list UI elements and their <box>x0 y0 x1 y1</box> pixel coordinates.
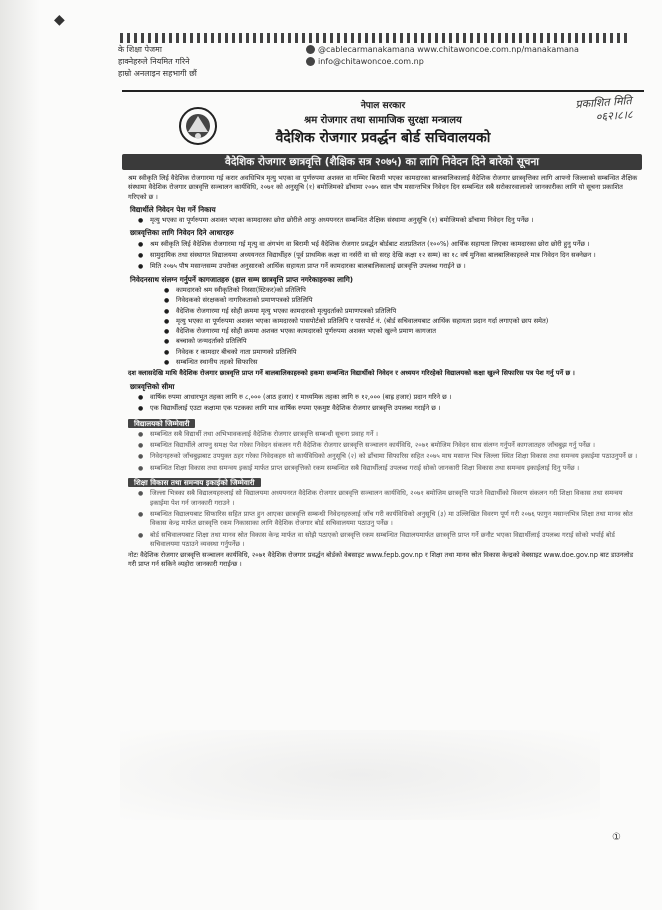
notice-box <box>122 90 644 692</box>
gov-name: नेपाल सरकार <box>360 101 406 111</box>
page-number: ① <box>612 832 621 843</box>
section-list <box>128 286 642 367</box>
ministry-name: श्रम रोजगार तथा सामाजिक सुरक्षा मन्त्रालय <box>304 115 462 126</box>
list-item: ● मिति २०७५ पौष मसान्तसम्म उपरोक्त अनुसारको आर्थिक सहायता प्राप्त गर्ने कामदारका बालबालिकालाई छात्रवृत्ति उपलब्ध गराईने छ । <box>150 262 642 271</box>
section-heading: छात्रवृत्तिका लागि निवेदन दिने आधारहरु <box>130 228 234 238</box>
handwritten-line: ०६२।८।८ <box>595 108 633 124</box>
notice-body <box>128 174 642 572</box>
handwritten-note <box>575 94 633 126</box>
header-social-line <box>306 44 636 56</box>
corner-mark: ◆ <box>54 12 65 28</box>
header-email-line <box>306 56 636 68</box>
section-list <box>128 393 642 414</box>
binder-holes <box>120 33 630 43</box>
list-item: ● कामदारको श्रम स्वीकृतिको निस्सा(स्टिकर)को प्रतिलिपि <box>176 286 642 295</box>
handwritten-line: प्रकाशित मिति <box>574 94 632 111</box>
scan-smudge <box>120 730 600 820</box>
list-item: ● एक विद्यार्थीलाई एउटा कक्षामा एक पटकका लागि मात्र वार्षिक रुपमा एकमुष्ट वैदेशिक रोजगार छात्रवृत्ति उपलब्ध गराईने छ । <box>150 404 642 413</box>
section-list <box>128 240 642 272</box>
newspaper-header-strip <box>118 44 640 88</box>
list-item: ● निवेदक र कामदार बीचको नाता प्रमाणको प्रतिलिपि <box>176 348 642 357</box>
section-heading: शिक्षा विकास तथा समन्वय इकाईको जिम्मेवारी <box>128 478 261 487</box>
list-item: ● सम्बन्धित सबै विद्यार्थी तथा अभिभावकलाई वैदेशिक रोजगार छात्रवृत्ति सम्बन्धी सूचना प्रवाह गर्ने । <box>150 430 642 439</box>
scan-edge-shadow <box>0 0 40 910</box>
list-item: ● वार्षिक रुपमा आधारभूत तहका लागि रु ८,००० (आठ हजार) र माध्यमिक तहका लागि रु १२,००० (बाह्र हजार) प्रदान गरिने छ । <box>150 393 642 402</box>
list-item: ● मृत्यु भएका वा पूर्णरुपमा अशक्त भएका कामदारको पासपोर्टको प्रतिलिपि र पासपोर्ट नं. (बोर्ड सचिवालयबाट आर्थिक सहायता प्रदान गर्दा लगाएको छाप समेत) <box>176 317 642 326</box>
government-heading <box>122 98 644 147</box>
list-item: ● सम्बन्धित विद्यार्थीले आफ्नु समक्ष पेश गरेका निवेदन संकलन गरी वैदेशिक रोजगार छात्रवृत्ति सञ्चालन कार्यविधि, २०७१ बमोजिम निवेदन साथ संलग्न गर्नुपर्ने कागजातहरु जाँचबुझ गर्नु पर्नेछ । <box>150 441 642 450</box>
section-heading: छात्रवृत्तिको सीमा <box>130 381 175 391</box>
list-item: ● बोर्ड सचिवालयबाट शिक्षा तथा मानव स्रोत विकास केन्द्र मार्फत वा सोझै पठाएको छात्रवृत्ति रकम सम्बन्धित विद्यालयमार्फत छात्रवृत्ति प्राप्त गर्ने छनौट भएका विद्यार्थीलाई उपलब्ध गराई सोको भर्पाई बोर्ड सचिवालयमा पठाउने व्यवस्था गर्नुपर्नेछ । <box>150 531 642 550</box>
intro-paragraph: श्रम स्वीकृति लिई वैदेशिक रोजगारमा गई करार अवधिभित्र मृत्यु भएका वा पूर्णरुपमा अशक्त वा गम्भिर बिरामी भएका कामदारका बालबालिकालाई वैदेशिक रोजगार छात्रवृत्तिका लागि आफ्नो जिल्लाको सम्बन्धित शैक्षिक संस्थामा वैदेशिक रोजगार छात्रवृत्ति सञ्चालन कार्यविधि, २०७१ को अनुसूचि (१) बमोजिमको ढाँचामा २०७५ साल पौष मसान्तभित्र निवेदन दिन सम्बन्धित सबै सरोकारवालाको जानकारीका लागि यो सूचना प्रकाशित गरिएको छ । <box>128 174 638 201</box>
notice-title-banner: वैदेशिक रोजगार छात्रवृत्ति (शैक्षिक सत्र २०७५) का लागि निवेदन दिने बारेको सूचना <box>122 154 642 170</box>
list-item: ● श्रम स्वीकृति लिई वैदेशिक रोजगारमा गई मृत्यु वा अंगभंग वा बिरामी भई वैदेशिक रोजगार प्रवर्द्धन बोर्डबाट शतप्रतिशत (१००%) आर्थिक सहायता लिएका कामदारका छोरा छोरी हुनु पर्नेछ । <box>150 240 642 249</box>
list-item: ● सामुदायिक तथा संस्थागत विद्यालयमा अध्ययनरत विद्यार्थीहरु (पूर्व प्राथमिक कक्षा वा नर्सरी वा सो सरह देखि कक्षा १२ सम्म) का १८ वर्ष मुनिका बालबालिकाहरुले मात्र निवेदन दिन सक्नेछन । <box>150 251 642 260</box>
social-text: @cablecarmanakamana www.chitawoncoe.com.np/manakamana <box>318 45 579 54</box>
email-icon <box>306 57 315 66</box>
section-list <box>128 216 642 225</box>
header-left-line: के शिक्षा पेजमा <box>118 45 162 54</box>
section-list <box>128 430 642 473</box>
footer-note: नोटः वैदेशिक रोजगार छात्रवृत्ति सञ्चालन कार्यविधि, २०७१ वैदेशिक रोजगार प्रवर्द्धन बोर्डको वेबसाइट www.fepb.gov.np र शिक्षा तथा मानव स्रोत विकास केन्द्रको वेबसाइट www.doe.gov.np बाट डाउनलोड गरी प्राप्त गर्न सकिने व्यहोरा जानकारी गराईन्छ । <box>128 551 634 569</box>
special-note: दश क्लासदेखि माथि वैदेशिक रोजगार छात्रवृत्ति प्राप्त गर्ने बालबालिकाहरुको हकमा सम्बन्धित विद्यार्थीको निवेदन र अध्ययन गरिरहेको विद्यालयको कक्षा खुल्ने सिफारिस पत्र पेश गर्नु पर्ने छ । <box>128 369 575 378</box>
social-icon <box>306 45 315 54</box>
list-item: ● मृत्यु भएका वा पूर्णरुपमा अशक्त भएका कामदारका छोरा छोरीले आफु अध्ययनरत सम्बन्धित शैक्षिक संस्थामा अनुसूचि (१) बमोजिमको ढाँचामा निवेदन दिनु पर्नेछ । <box>150 216 642 225</box>
header-left-text <box>118 44 298 80</box>
list-item: ● सम्बन्धित स्थानीय तहको सिफारिस <box>176 358 642 367</box>
list-item: ● सम्बन्धित शिक्षा विकास तथा समन्वय इकाई मार्फत प्राप्त छात्रवृत्तिको रकम सम्बन्धित सबै विद्यार्थीलाई उपलब्ध गराई सोको जानकारी शिक्षा विकास तथा समन्वय इकाईलाई दिनु पर्नेछ । <box>150 464 642 473</box>
board-name: वैदेशिक रोजगार प्रवर्द्धन बोर्ड सचिवालयको <box>275 130 491 146</box>
header-left-line: हाक्नेहरुले नियमित गरिने <box>118 57 190 66</box>
header-left-line: हाम्रो अनलाइन सहभागी छौं <box>118 69 197 78</box>
section-heading: विद्यालयको जिम्मेवारी <box>128 419 195 428</box>
list-item: ● निवेदनहरुको जाँचबुझबाट उपयुक्त ठहर गरेका निवेदकहरु सो कार्यविधिको अनुसूचि (२) को ढाँचामा सिफारिस सहित २०७५ माघ मसान्त भित्र जिल्ला स्थित शिक्षा विकास तथा समन्वय इकाईमा पठाउनुपर्ने छ । <box>150 452 642 461</box>
section-heading: विद्यार्थीले निवेदन पेश गर्ने निकाय <box>130 204 216 214</box>
section-list <box>128 489 642 549</box>
list-item: ● बच्चाको जन्मदर्ताको प्रतिलिपि <box>176 337 642 346</box>
email-text: info@chitawoncoe.com.np <box>318 57 424 66</box>
list-item: ● निवेदकको संरक्षकको नागरिकताको प्रमाणपत्रको प्रतिलिपि <box>176 296 642 305</box>
section-heading: निवेदनसाथ संलग्न गर्नुपर्ने कागजातहरु (हाल सम्म छात्रवृत्ति प्राप्त नगरेकाहरुका लागि) <box>130 274 354 284</box>
list-item: ● सम्बन्धित विद्यालयबाट सिफारिस सहित प्राप्त हुन आएका छात्रवृत्ति सम्बन्धी निवेदनहरुलाई जाँच गरी कार्यविधिको अनुसूचि (३) मा उल्लिखित विवरण पूर्ण गरी २०७६ फागुन मसान्तभित्र शिक्षा तथा मानव स्रोत विकास केन्द्र मार्फत छात्रवृत्ति रकम निकासाका लागि वैदेशिक रोजगार बोर्ड सचिवालयमा पठाउनु पर्नेछ । <box>150 510 642 529</box>
list-item: ● वैदेशिक रोजगारमा गई सोही क्रममा अशक्त भएका कामदारको पूर्णरुपमा अशक्त भएको खुल्ने प्रमाण कागजात <box>176 327 642 336</box>
header-contact <box>306 44 636 68</box>
list-item: ● वैदेशिक रोजगारमा गई सोही क्रममा मृत्यु भएका कामदारको मृत्युदर्ताको प्रमाणपत्रको प्रतिलिपि <box>176 307 642 316</box>
list-item: ● जिल्ला भित्रका सबै विद्यालयहरुलाई सो विद्यालयमा अध्ययनरत वैदेशिक रोजगार छात्रवृत्ति सञ्चालन कार्यविधि, २०७१ बमोजिम छात्रवृत्ति पाउने विद्यार्थीको विवरण संकलन गरी शिक्षा विकास तथा समन्वय इकाईमा पेश गर्न जानकारी गराउने । <box>150 489 642 508</box>
